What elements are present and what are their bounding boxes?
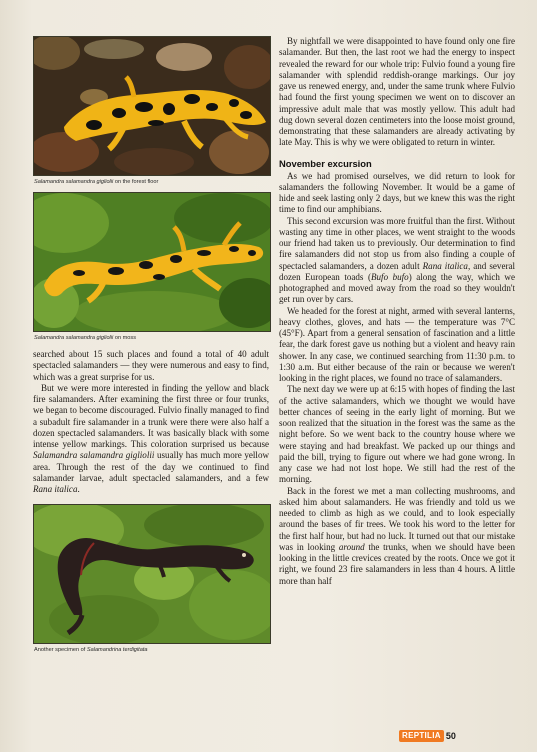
left-column	[33, 36, 269, 660]
caption-photo-2	[34, 334, 269, 348]
caption-text: on moss	[113, 335, 136, 341]
caption-species: Salamandra salamandra gigliolii	[34, 335, 114, 341]
right-paragraph-6	[279, 486, 515, 587]
caption-text: on the forest floor	[113, 179, 159, 185]
photo-salamander-moss	[33, 192, 271, 332]
left-paragraph-2-part-c: .	[77, 484, 80, 494]
left-paragraph-2	[33, 383, 269, 496]
right-paragraph-4: We headed for the forest at night, armed with several lanterns, heavy clothes, gloves, and hats — the temperature was 7°C (45°F). Apart from a general sensation of fascination and a little fear, the dark forest gave us nothing but a violent and heavy rain shower. In any case, we continued searching from 11:30 p.m. to 1:30 a.m. But either because of the rain or because we weren't looking in the right places, we found no trace of salamanders.	[279, 305, 515, 383]
left-paragraph-1: searched about 15 such places and found a total of 40 adult spectacled salamanders — they were numerous and easy to find, which was a great surprise for us.	[33, 349, 269, 382]
page-folio	[399, 730, 456, 742]
caption-species: Salamandrina terdigitata	[86, 647, 148, 654]
left-paragraph-2-rana: Rana italica	[33, 484, 78, 494]
caption-species: Salamandra salamandra gigliolii	[34, 179, 114, 185]
photo-salamander-forest-floor	[33, 36, 271, 176]
right-paragraph-5: The next day we were up at 6:15 with hopes of finding the last of the active salamanders, which we thought we would have better chances of seeing in the early light of morning. But we soon realized that the situation in the forest was the same as the night before. So we went back to the country house where we were staying and had breakfast. We packed up our things and paid the bill, trying to figure out where we had gone wrong. In any case we had not lost hope. We still had the rest of the morning.	[279, 384, 515, 485]
photo-salamandrina	[33, 504, 271, 644]
right-paragraph-2: As we had promised ourselves, we did return to look for salamanders the following November. It would be a game of hide and seek lasting only 2 days, but we knew this was the right time to find our amphibians.	[279, 170, 515, 215]
right-paragraph-3-rana: Rana italica	[422, 260, 468, 271]
right-paragraph-6-part-b: the trunks, when we should have been looking in the little crevices created by the roots. Once we got it right, we found 23 fire salamanders in less than 4 hours. A little more than half	[279, 541, 515, 586]
page-number: 50	[445, 731, 456, 741]
section-heading: November excursion	[279, 157, 372, 169]
right-paragraph-3-bufo: Bufo bufo	[371, 271, 409, 282]
right-paragraph-3	[279, 216, 515, 306]
right-paragraph-6-part-a: Back in the forest we met a man collecting mushrooms, and asked him about salamanders. He was friendly and told us we needed to climb as high as we could, and to look especially around the bases of fir trees. We took his word to the letter for the first half hour, but had no luck. It turned out that our mistake was in looking	[279, 485, 515, 552]
left-paragraph-2-species: Salamandra salamandra gigliolii	[33, 450, 155, 461]
caption-photo-1	[34, 178, 269, 192]
right-paragraph-3-part-b: , and several dozen European toads (	[279, 260, 515, 282]
magazine-name: REPTILIA	[399, 730, 444, 742]
right-paragraph-3-part-c: ) along the way, which we photographed and moved away from the road so they wouldn't get run over by cars.	[279, 271, 515, 305]
left-paragraph-2-part-b: usually has much more yellow area. Through the rest of the day we continued to find salamander larvae, adult spectacled salamanders, and a few	[33, 450, 270, 483]
right-paragraph-3-part-a: This second excursion was more fruitful than the first. Without wasting any time in other places, we went straight to the woods our friend had taken us to previously. Our determination to find fire salamanders did not stop us from also finding a couple of spectacled salamanders, a dozen adult	[279, 215, 515, 271]
caption-photo-3	[34, 646, 269, 660]
caption-prefix: Another specimen of	[34, 647, 87, 654]
right-paragraph-6-around: around	[338, 541, 365, 552]
left-paragraph-2-part-a: But we were more interested in finding the yellow and black fire salamanders. After examining the first three or four trunks, we began to become discouraged. Fulvio finally managed to find a subadult fire salamander in a trunk were there were also half a dozen spectacled salamanders. It was basically black with some intense yellow markings. This coloration surprised us because	[33, 382, 269, 449]
right-column	[279, 36, 515, 587]
right-paragraph-1: By nightfall we were disappointed to have found only one fire salamander. But then, the last root we had the energy to inspect revealed the reward for our whole trip: Fulvio found a young fire salamander with splendid reddish-orange markings. Our joy gave us renewed energy, and, under the same trunk where Fulvio had found the first young specimen we went on to discover an impressive adult male that was mostly yellow. This adult had dug down several dozen centimeters into the loose moist ground, demonstrating that these salamanders are already activating by late May. This is why we were obligated to return in winter.	[279, 36, 515, 148]
